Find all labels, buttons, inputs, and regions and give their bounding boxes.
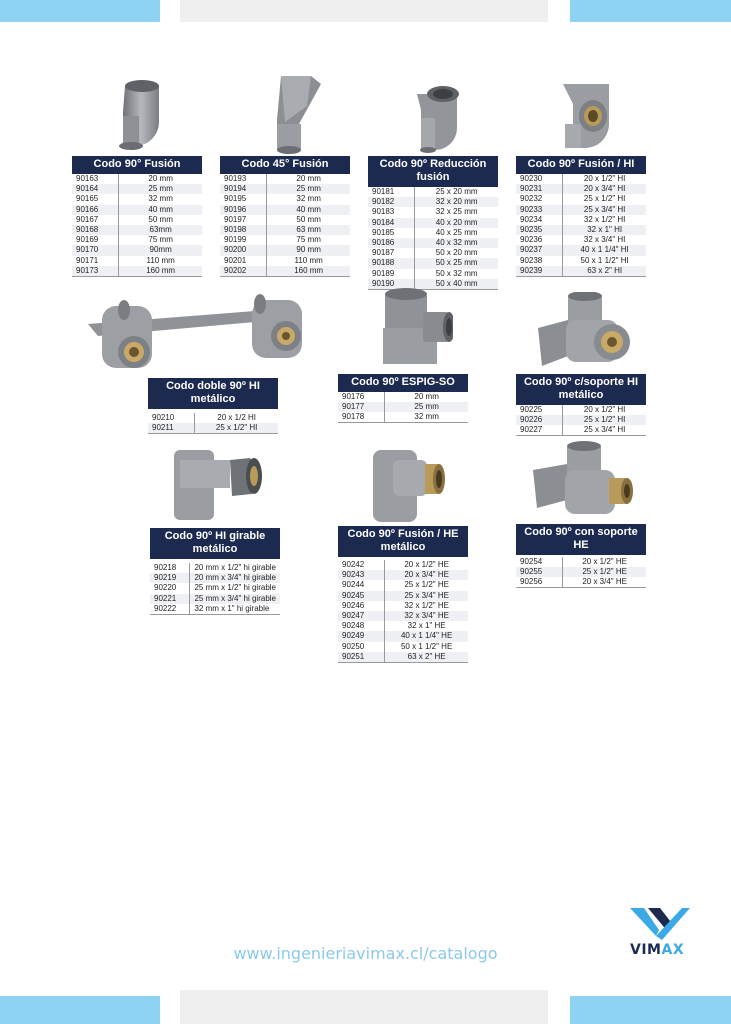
table-row: 90239 63 x 2" HI — [516, 266, 646, 277]
table-row: 90230 20 x 1/2" HI — [516, 174, 646, 184]
bottom-center-bar — [180, 990, 548, 1024]
table-row: 90198 63 mm — [220, 225, 350, 235]
table-row: 90178 32 mm — [338, 412, 468, 423]
table-row: 90242 20 x 1/2" HE — [338, 560, 468, 570]
product-table — [338, 392, 468, 423]
swivel-elbow-image — [160, 448, 270, 528]
product-title: Codo 90º Fusión / HE metálico — [338, 526, 468, 557]
table-row: 90238 50 x 1 1/2" HI — [516, 256, 646, 266]
table-row: 90220 25 mm x 1/2" hi girable — [150, 583, 280, 593]
product-title: Codo 90° Fusión — [72, 156, 202, 174]
product-codo-90-fusion — [72, 76, 202, 277]
elbow-hi-image — [539, 76, 623, 156]
top-right-bar — [570, 0, 731, 22]
elbow-support-he-image — [521, 440, 641, 524]
table-row: 90237 40 x 1 1/4" HI — [516, 245, 646, 255]
table-row: 90245 25 x 3/4" HE — [338, 591, 468, 601]
table-row: 90200 90 mm — [220, 245, 350, 255]
table-row: 90168 63mm — [72, 225, 202, 235]
product-table — [148, 413, 278, 434]
table-row: 90181 25 x 20 mm — [368, 187, 498, 197]
vimax-logo-text: VIMAX — [630, 942, 685, 958]
table-row: 90167 50 mm — [72, 215, 202, 225]
table-row: 90185 40 x 25 mm — [368, 228, 498, 238]
table-row: 90248 32 x 1" HE — [338, 621, 468, 631]
product-title: Codo 90º c/soporte HI metálico — [516, 374, 646, 405]
product-codo-90-soporte-he — [516, 440, 646, 588]
product-codo-90-fusion-he — [338, 446, 468, 663]
table-row: 90194 25 mm — [220, 184, 350, 194]
table-row: 90211 25 x 1/2" HI — [148, 423, 278, 434]
table-row: 90218 20 mm x 1/2" hi girable — [150, 563, 280, 573]
table-row: 90165 32 mm — [72, 194, 202, 204]
product-title: Codo doble 90º HI metálico — [148, 378, 278, 409]
product-title: Codo 90º ESPIG-SO — [338, 374, 468, 392]
table-row: 90176 20 mm — [338, 392, 468, 402]
top-center-bar — [180, 0, 548, 22]
table-row: 90233 25 x 3/4" HI — [516, 205, 646, 215]
table-row: 90225 20 x 1/2" HI — [516, 405, 646, 415]
table-row: 90236 32 x 3/4" HI — [516, 235, 646, 245]
bottom-left-bar — [0, 996, 160, 1024]
table-row: 90169 75 mm — [72, 235, 202, 245]
product-table — [72, 174, 202, 277]
table-row: 90197 50 mm — [220, 215, 350, 225]
product-codo-90-fusion-hi — [516, 76, 646, 277]
table-row: 90173 160 mm — [72, 266, 202, 277]
table-row: 90243 20 x 3/4" HE — [338, 570, 468, 580]
product-codo-90-reduccion — [368, 76, 498, 290]
double-elbow-image — [74, 294, 308, 378]
product-codo-90-hi-girable — [150, 448, 280, 615]
table-row: 90182 32 x 20 mm — [368, 197, 498, 207]
table-row: 90177 25 mm — [338, 402, 468, 412]
product-title: Codo 90º Fusión / HI — [516, 156, 646, 174]
elbow-45-image — [243, 72, 327, 156]
elbow-90-image — [95, 76, 179, 156]
top-left-bar — [0, 0, 160, 22]
table-row: 90196 40 mm — [220, 205, 350, 215]
product-table — [516, 405, 646, 436]
product-table — [150, 563, 280, 615]
table-row: 90199 75 mm — [220, 235, 350, 245]
table-row: 90164 25 mm — [72, 184, 202, 194]
table-row: 90250 50 x 1 1/2" HE — [338, 642, 468, 652]
table-row: 90251 63 x 2" HE — [338, 652, 468, 663]
table-row: 90249 40 x 1 1/4" HE — [338, 631, 468, 641]
reduction-elbow-image — [391, 76, 475, 156]
table-row: 90186 40 x 32 mm — [368, 238, 498, 248]
elbow-support-hi-image — [526, 292, 636, 374]
table-row: 90201 110 mm — [220, 256, 350, 266]
table-row: 90189 50 x 32 mm — [368, 269, 498, 279]
table-row: 90219 20 mm x 3/4" hi girable — [150, 573, 280, 583]
table-row: 90202 160 mm — [220, 266, 350, 277]
table-row: 90244 25 x 1/2" HE — [338, 580, 468, 590]
table-row: 90254 20 x 1/2" HE — [516, 557, 646, 567]
table-row: 90193 20 mm — [220, 174, 350, 184]
espig-elbow-image — [353, 288, 453, 374]
table-row: 90226 25 x 1/2" HI — [516, 415, 646, 425]
elbow-he-image — [353, 446, 453, 526]
product-title: Codo 90º HI girable metálico — [150, 528, 280, 559]
table-row: 90170 90mm — [72, 245, 202, 255]
product-table — [368, 187, 498, 290]
product-codo-doble-90-hi — [74, 294, 308, 434]
table-row: 90190 50 x 40 mm — [368, 279, 498, 290]
product-title: Codo 90º con soporte HE — [516, 524, 646, 555]
table-row: 90246 32 x 1/2" HE — [338, 601, 468, 611]
table-row: 90188 50 x 25 mm — [368, 258, 498, 268]
product-codo-90-espig-so — [338, 288, 468, 423]
product-title: Codo 45° Fusión — [220, 156, 350, 174]
table-row: 90234 32 x 1/2" HI — [516, 215, 646, 225]
bottom-right-bar — [570, 996, 731, 1024]
table-row: 90247 32 x 3/4" HE — [338, 611, 468, 621]
table-row: 90222 32 mm x 1" hi girable — [150, 604, 280, 615]
product-table — [220, 174, 350, 277]
table-row: 90232 25 x 1/2" HI — [516, 194, 646, 204]
table-row: 90171 110 mm — [72, 256, 202, 266]
table-row: 90184 40 x 20 mm — [368, 218, 498, 228]
table-row: 90235 32 x 1" HI — [516, 225, 646, 235]
table-row: 90221 25 mm x 3/4" hi girable — [150, 594, 280, 604]
table-row: 90231 20 x 3/4" HI — [516, 184, 646, 194]
table-row: 90227 25 x 3/4" HI — [516, 425, 646, 436]
table-row: 90187 50 x 20 mm — [368, 248, 498, 258]
product-table — [516, 174, 646, 277]
table-row: 90255 25 x 1/2" HE — [516, 567, 646, 577]
product-table — [338, 560, 468, 663]
table-row: 90210 20 x 1/2 HI — [148, 413, 278, 423]
product-codo-45-fusion — [220, 72, 350, 277]
product-table — [516, 557, 646, 588]
table-row: 90195 32 mm — [220, 194, 350, 204]
catalog-url[interactable]: www.ingenieriavimax.cl/catalogo — [233, 944, 498, 963]
table-row: 90256 20 x 3/4" HE — [516, 577, 646, 588]
table-row: 90163 20 mm — [72, 174, 202, 184]
product-title: Codo 90º Reducción fusión — [368, 156, 498, 187]
table-row: 90183 32 x 25 mm — [368, 207, 498, 217]
product-codo-90-soporte-hi — [516, 292, 646, 436]
table-row: 90166 40 mm — [72, 205, 202, 215]
